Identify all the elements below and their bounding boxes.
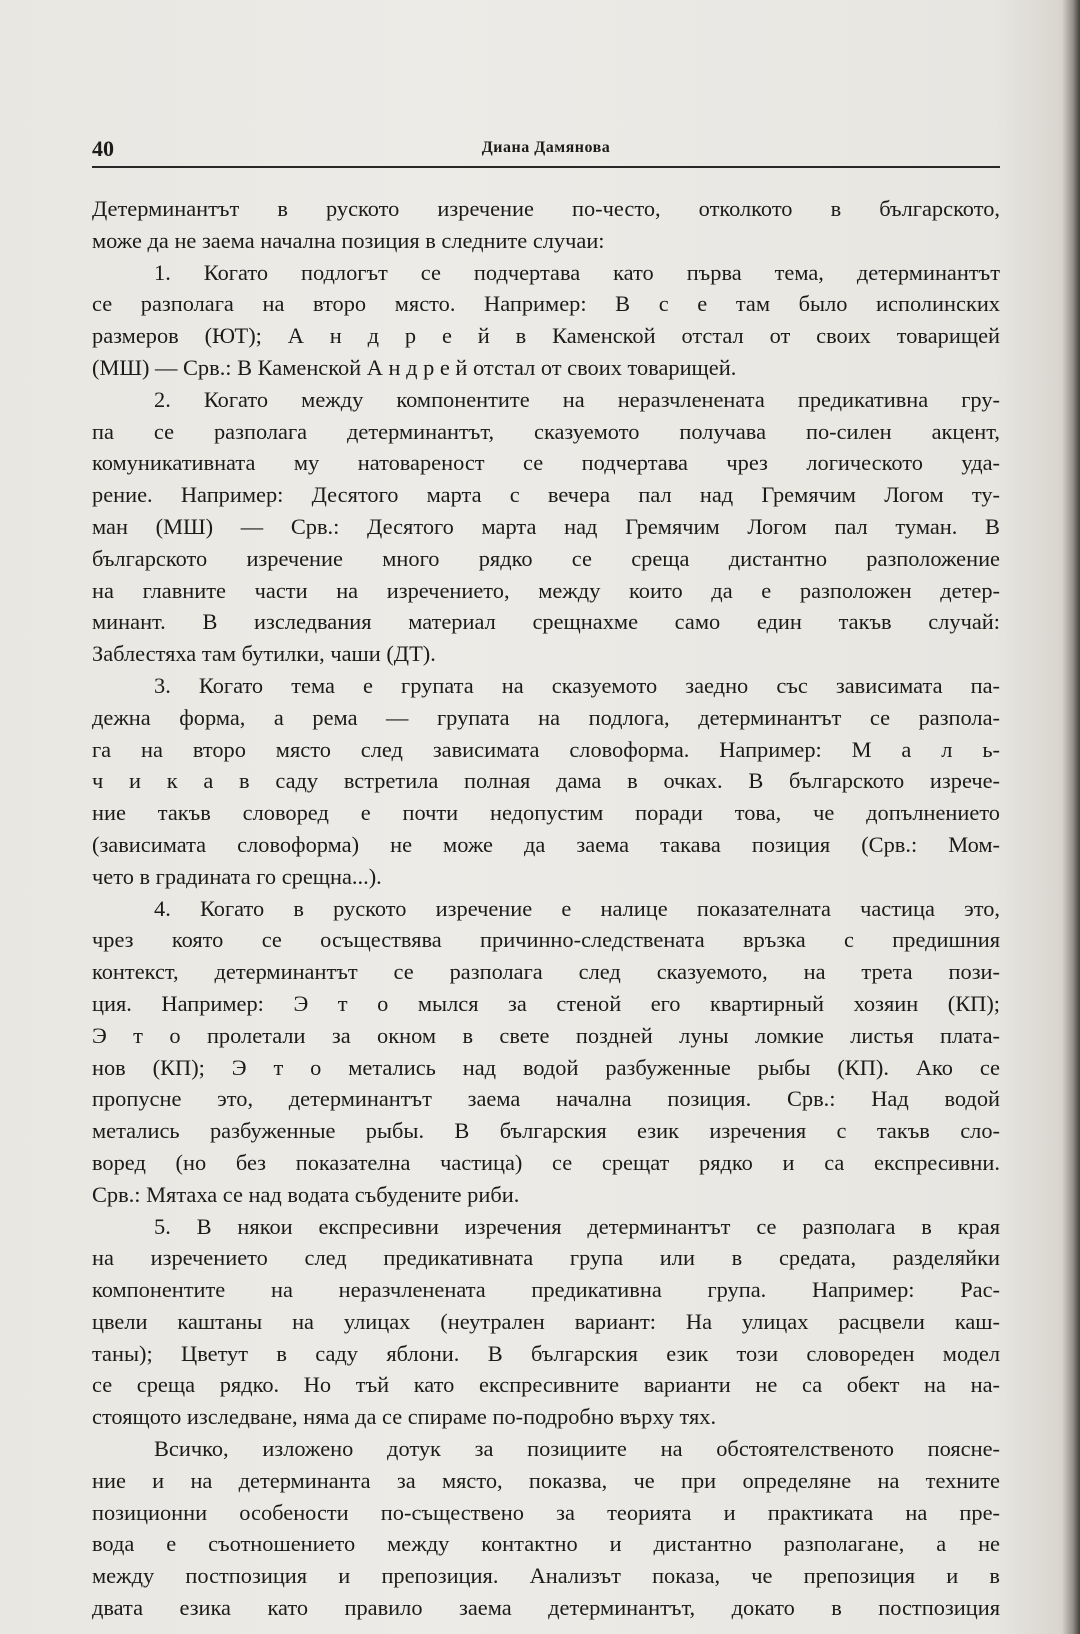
text-line: се разполага на второ място. Например: В с е там было исполинских	[92, 291, 1000, 317]
text-line: 3. Когато тема е групата на сказуемото заедно със зависимата па-	[154, 672, 1000, 698]
text-line: 4. Когато в руското изречение е налице показателната частица это,	[154, 895, 1000, 921]
text-line: на главните части на изречението, между които да е разположен детер-	[92, 577, 1000, 603]
text-line: между постпозиция и препозиция. Анализът показа, че препозиция и в	[92, 1563, 1000, 1589]
text-line: на изречението след предикативната група или в средата, разделяйки	[92, 1245, 1000, 1271]
page-header	[92, 136, 1000, 166]
text-line: Заблестяха там бутилки, чаши (ДТ).	[92, 641, 436, 667]
text-line: двата езика като правило заема детерминантът, докато в постпозиция	[92, 1595, 1000, 1621]
page-number: 40	[92, 136, 114, 161]
text-line: Всичко, изложено дотук за позициите на обстоятелственото поясне-	[154, 1436, 1000, 1462]
text-line: чрез която се осъществява причинно-следствената връзка с предишния	[92, 927, 1000, 953]
text-line: рение. Например: Десятого марта с вечера пал над Гремячим Логом ту-	[92, 482, 1000, 508]
running-head: Диана Дамянова	[481, 139, 611, 156]
text-line: контекст, детерминантът се разполага след сказуемото, на трета пози-	[92, 959, 1000, 985]
text-line: позиционни особености по-съществено за теорията и практиката на пре-	[92, 1499, 1000, 1525]
text-line: па се разполага детерминантът, сказуемото получава по-силен акцент,	[92, 418, 1000, 444]
text-line: ч и к а в саду встретила полная дама в очках. В българското изрече-	[92, 768, 1000, 794]
text-line: Детерминантът в руското изречение по-често, отколкото в българското,	[92, 196, 1000, 221]
text-line: ние такъв словоред е почти недопустим поради това, че допълнението	[92, 800, 1000, 826]
text-line: 1. Когато подлогът се подчертава като първа тема, детерминантът	[154, 259, 1000, 285]
text-line: чето в градината го срещна...).	[92, 863, 382, 889]
text-line: се среща рядко. Но тъй като експресивните варианти не са обект на на-	[92, 1372, 1000, 1398]
text-line: Э т о пролетали за окном в свете поздней луны ломкие листья плата-	[92, 1022, 1000, 1048]
text-line: (зависимата словоформа) не може да заема такава позиция (Срв.: Мом-	[92, 831, 1000, 857]
text-line: вода е съотношението между контактно и дистантно разполагане, а не	[92, 1531, 1000, 1557]
text-line: пропусне это, детерминантът заема начална позиция. Срв.: Над водой	[92, 1086, 1000, 1112]
text-line: 5. В някои експресивни изречения детерминантът се разполага в края	[154, 1213, 1000, 1239]
header-rule	[92, 166, 1000, 168]
body-text	[92, 193, 1000, 1624]
text-line: ман (МШ) — Срв.: Десятого марта над Гремячим Логом пал туман. В	[92, 513, 1000, 539]
text-line: таны); Цветут в саду яблони. В българския език този словореден модел	[92, 1340, 1000, 1366]
text-line: 2. Когато между компонентите на неразчленената предикативна гру-	[154, 386, 1000, 412]
text-line: комуникативната му натовареност се подчертава чрез логическото уда-	[92, 450, 1000, 476]
text-line: ние и на детерминанта за място, показва, че при определяне на техните	[92, 1467, 1000, 1493]
text-line: цвели каштаны на улицах (неутрален вариант: На улицах расцвели каш-	[92, 1308, 1000, 1334]
text-line: (МШ) — Срв.: В Каменской А н д р е й отстал от своих товарищей.	[92, 354, 737, 380]
text-line: може да не заема начална позиция в следните случаи:	[92, 227, 605, 253]
text-line: га на второ място след зависимата словоформа. Например: М а л ь-	[92, 736, 1000, 762]
text-line: минант. В изследвания материал срещнахме само един такъв случай:	[92, 609, 1000, 635]
text-line: компонентите на неразчленената предикативна група. Например: Рас-	[92, 1277, 1000, 1303]
text-line: метались разбуженные рыбы. В българския език изречения с такъв сло-	[92, 1118, 1000, 1144]
text-line: Срв.: Мятаха се над водата събудените риби.	[92, 1181, 520, 1207]
text-line: ция. Например: Э т о мылся за стеной его квартирный хозяин (КП);	[92, 990, 1000, 1016]
text-line: стоящото изследване, няма да се спираме по-подробно върху тях.	[92, 1404, 717, 1430]
text-line: дежна форма, а рема — групата на подлога, детерминантът се разпола-	[92, 704, 1000, 730]
text-line: българското изречение много рядко се среща дистантно разположение	[92, 545, 1000, 571]
text-line: размеров (ЮТ); А н д р е й в Каменской отстал от своих товарищей	[92, 323, 1000, 349]
text-line: нов (КП); Э т о метались над водой разбуженные рыбы (КП). Ако се	[92, 1054, 1000, 1080]
page-edge-shadow	[1062, 0, 1080, 1634]
text-line: воред (но без показателна частица) се срещат рядко и са експресивни.	[92, 1149, 1000, 1175]
